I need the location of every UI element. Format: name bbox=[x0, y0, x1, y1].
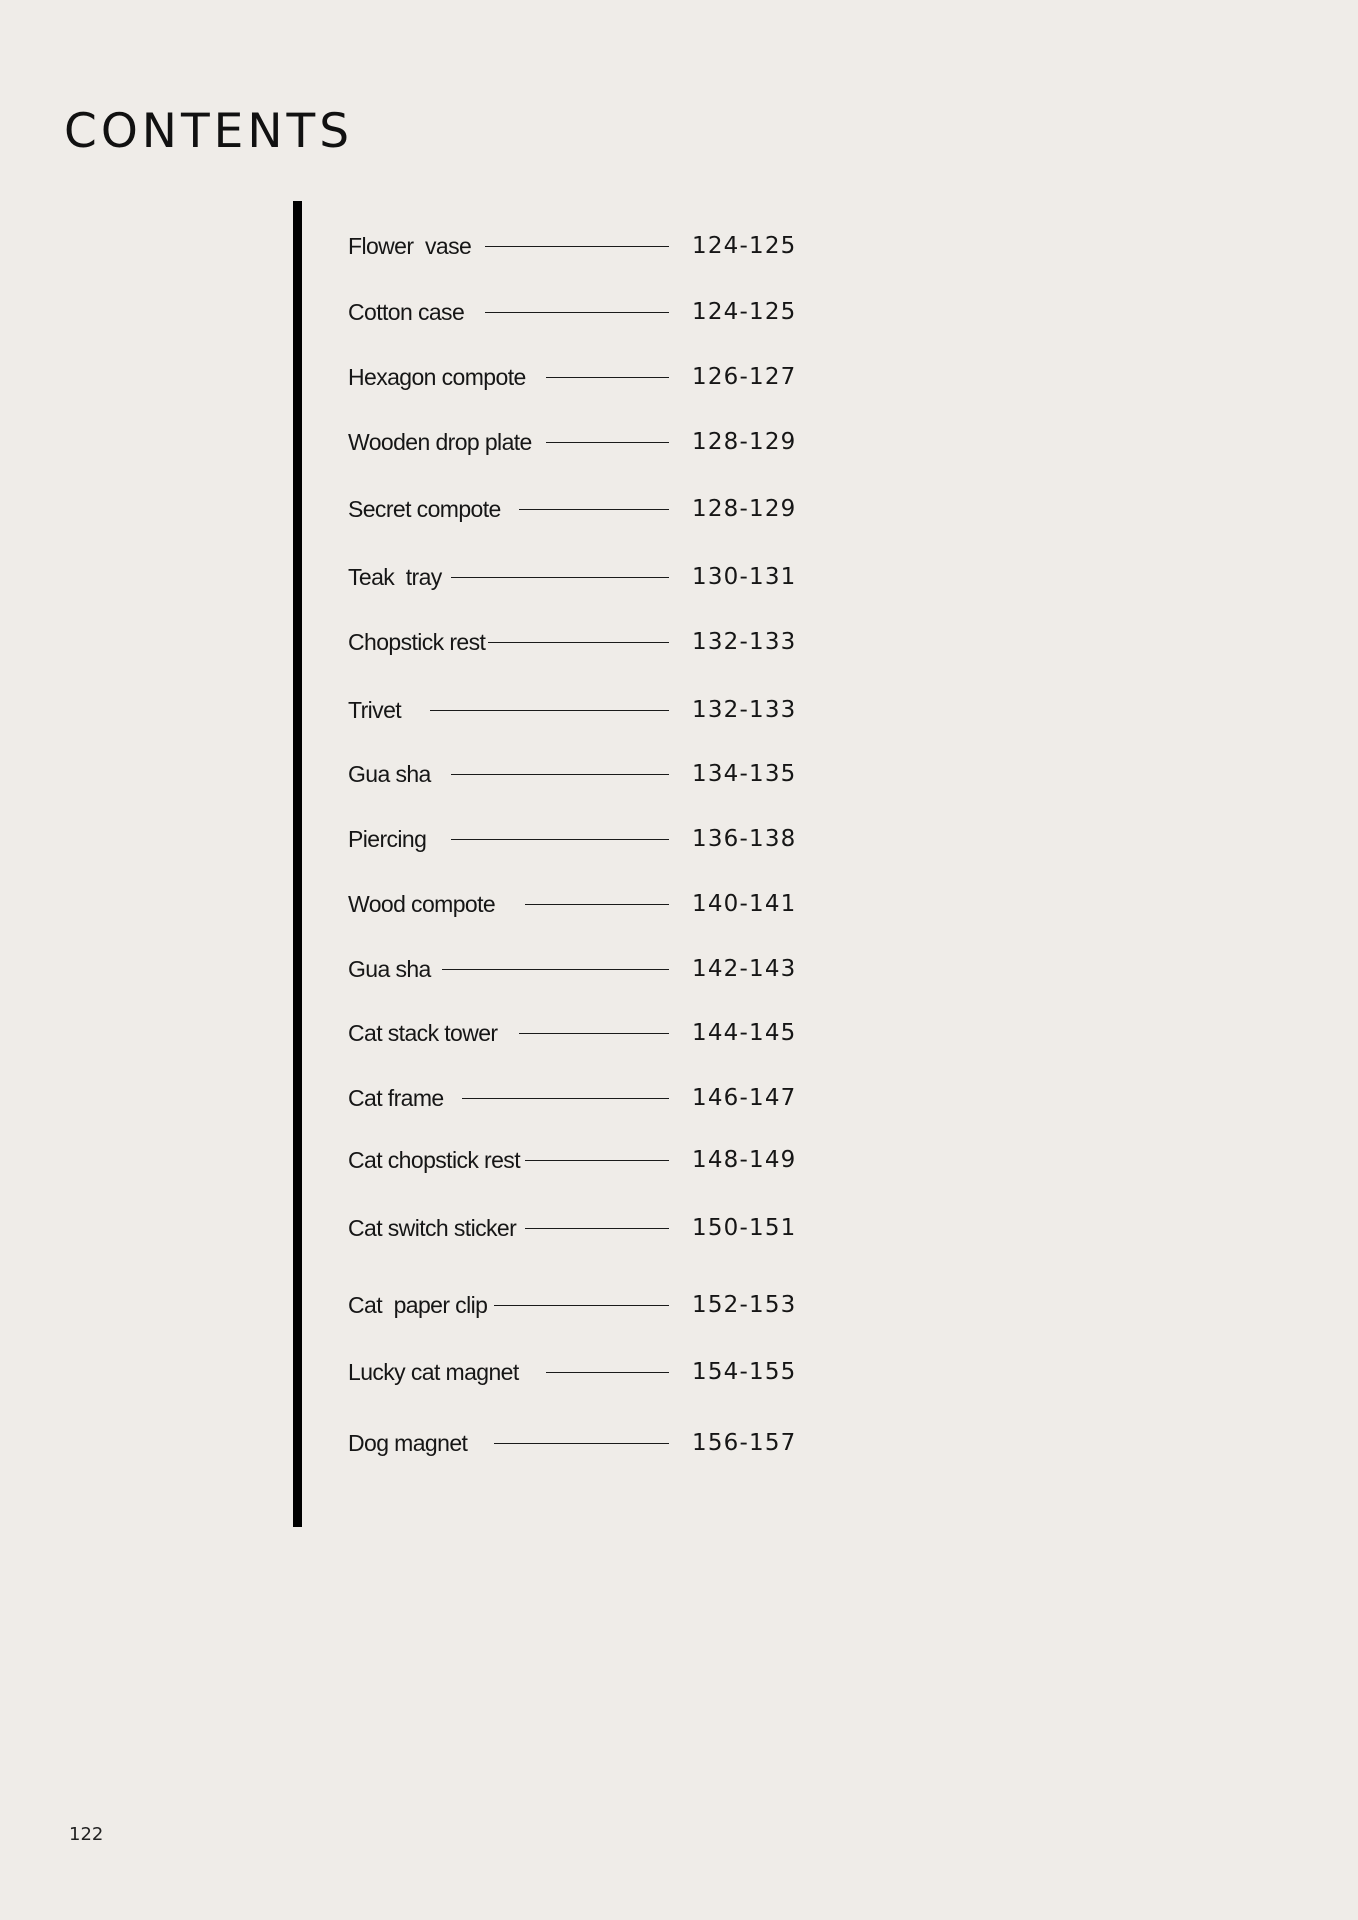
toc-entry-title: Cat paper clip bbox=[348, 1292, 488, 1318]
toc-entry-pages: 156-157 bbox=[692, 1430, 797, 1456]
toc-entry-pages: 152-153 bbox=[692, 1292, 797, 1318]
toc-leader-line bbox=[525, 1160, 669, 1161]
toc-leader-line bbox=[442, 969, 669, 970]
toc-entry-pages: 128-129 bbox=[692, 496, 797, 522]
table-of-contents bbox=[348, 0, 848, 1920]
toc-entry[interactable] bbox=[348, 757, 797, 791]
toc-entry-title: Cat switch sticker bbox=[348, 1215, 517, 1241]
toc-entry[interactable] bbox=[348, 1081, 797, 1115]
toc-entry-title: Teak tray bbox=[348, 564, 442, 590]
toc-entry-pages: 124-125 bbox=[692, 233, 797, 259]
toc-entry-pages: 128-129 bbox=[692, 429, 797, 455]
toc-entry-pages: 124-125 bbox=[692, 299, 797, 325]
toc-leader-line bbox=[485, 312, 669, 313]
toc-leader-line bbox=[546, 1372, 669, 1373]
toc-leader-line bbox=[485, 246, 669, 247]
toc-leader-line bbox=[525, 904, 669, 905]
toc-entry-title: Secret compote bbox=[348, 496, 501, 522]
toc-entry-title: Cat stack tower bbox=[348, 1020, 498, 1046]
toc-leader-line bbox=[430, 710, 669, 711]
toc-leader-line bbox=[546, 377, 669, 378]
toc-entry-pages: 148-149 bbox=[692, 1147, 797, 1173]
toc-entry[interactable] bbox=[348, 822, 797, 856]
toc-entry[interactable] bbox=[348, 1355, 797, 1389]
toc-entry-title: Lucky cat magnet bbox=[348, 1359, 519, 1385]
toc-entry[interactable] bbox=[348, 887, 797, 921]
toc-entry[interactable] bbox=[348, 1016, 797, 1050]
toc-leader-line bbox=[519, 1033, 669, 1034]
toc-leader-line bbox=[451, 839, 669, 840]
toc-leader-line bbox=[494, 1443, 669, 1444]
toc-entry[interactable] bbox=[348, 952, 797, 986]
toc-leader-line bbox=[488, 642, 669, 643]
toc-leader-line bbox=[525, 1228, 669, 1229]
toc-entry-title: Flower vase bbox=[348, 233, 472, 259]
toc-entry-pages: 126-127 bbox=[692, 364, 797, 390]
toc-entry-title: Cat frame bbox=[348, 1085, 444, 1111]
toc-entry[interactable] bbox=[348, 295, 797, 329]
toc-entry[interactable] bbox=[348, 1426, 797, 1460]
toc-entry-title: Gua sha bbox=[348, 956, 431, 982]
toc-entry-pages: 130-131 bbox=[692, 564, 797, 590]
toc-entry-pages: 132-133 bbox=[692, 629, 797, 655]
toc-leader-line bbox=[462, 1098, 669, 1099]
toc-entry[interactable] bbox=[348, 560, 797, 594]
toc-entry[interactable] bbox=[348, 492, 797, 526]
toc-entry-pages: 142-143 bbox=[692, 956, 797, 982]
toc-entry-title: Cotton case bbox=[348, 299, 465, 325]
toc-entry-title: Cat chopstick rest bbox=[348, 1147, 520, 1173]
toc-entry[interactable] bbox=[348, 229, 797, 263]
toc-entry-pages: 146-147 bbox=[692, 1085, 797, 1111]
toc-leader-line bbox=[546, 442, 669, 443]
toc-leader-line bbox=[519, 509, 669, 510]
page-title: CONTENTS bbox=[64, 104, 354, 159]
toc-entry[interactable] bbox=[348, 1143, 797, 1177]
toc-entry-title: Wood compote bbox=[348, 891, 496, 917]
toc-entry[interactable] bbox=[348, 1211, 797, 1245]
toc-entry-title: Wooden drop plate bbox=[348, 429, 532, 455]
toc-entry-title: Piercing bbox=[348, 826, 427, 852]
toc-entry-title: Gua sha bbox=[348, 761, 431, 787]
toc-entry-title: Trivet bbox=[348, 697, 402, 723]
toc-leader-line bbox=[451, 774, 669, 775]
toc-entry[interactable] bbox=[348, 1288, 797, 1322]
vertical-rule bbox=[293, 201, 302, 1527]
toc-entry[interactable] bbox=[348, 360, 797, 394]
toc-entry-pages: 150-151 bbox=[692, 1215, 797, 1241]
toc-entry-pages: 134-135 bbox=[692, 761, 797, 787]
toc-entry[interactable] bbox=[348, 693, 797, 727]
toc-leader-line bbox=[451, 577, 669, 578]
toc-entry-pages: 154-155 bbox=[692, 1359, 797, 1385]
toc-entry-pages: 136-138 bbox=[692, 826, 797, 852]
toc-entry[interactable] bbox=[348, 625, 797, 659]
toc-entry-pages: 144-145 bbox=[692, 1020, 797, 1046]
toc-entry-title: Hexagon compote bbox=[348, 364, 526, 390]
toc-entry-title: Chopstick rest bbox=[348, 629, 486, 655]
toc-entry-pages: 132-133 bbox=[692, 697, 797, 723]
toc-leader-line bbox=[494, 1305, 669, 1306]
toc-entry[interactable] bbox=[348, 425, 797, 459]
toc-entry-title: Dog magnet bbox=[348, 1430, 468, 1456]
page-number: 122 bbox=[69, 1824, 104, 1845]
toc-entry-pages: 140-141 bbox=[692, 891, 797, 917]
